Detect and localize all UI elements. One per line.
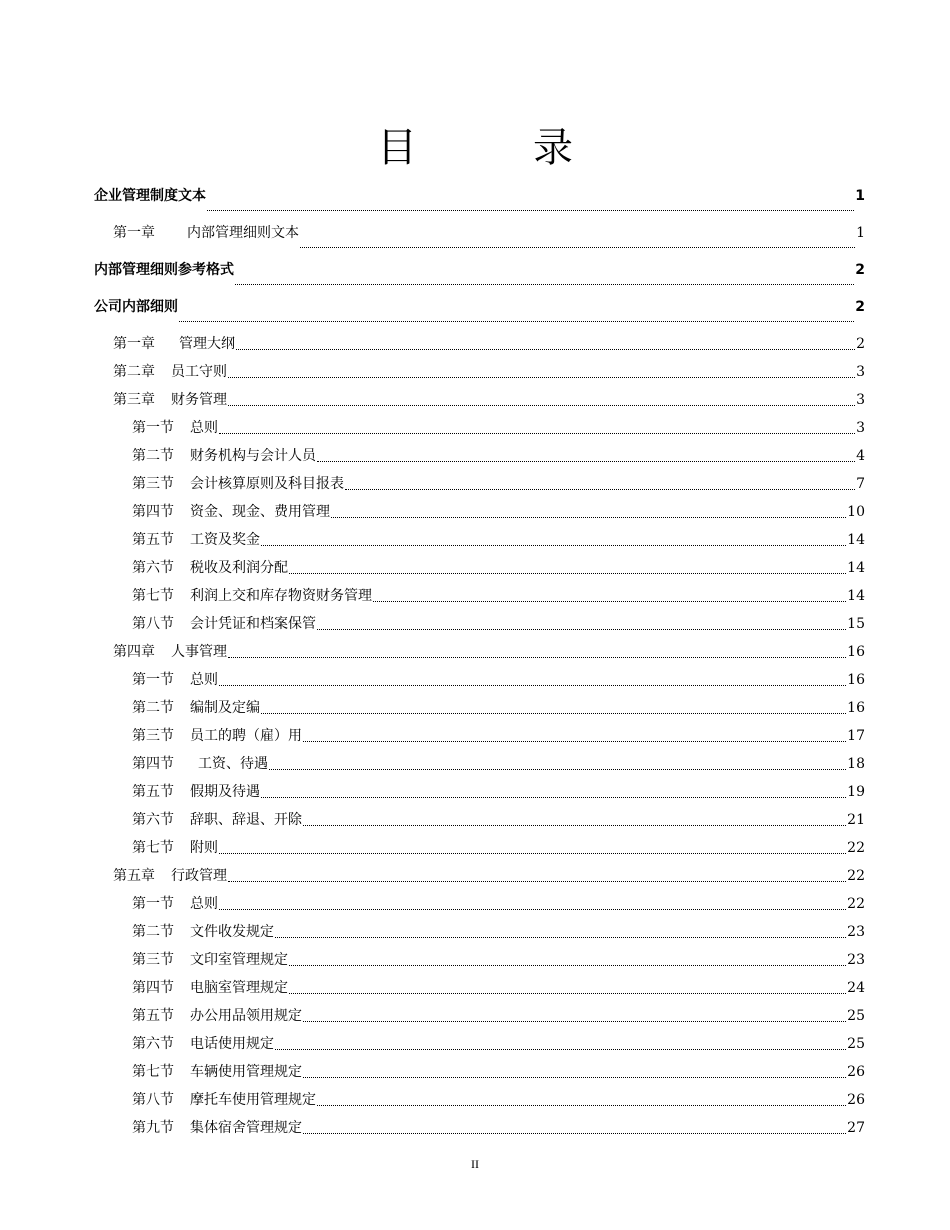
toc-entry[interactable] xyxy=(94,806,865,834)
toc-entry[interactable] xyxy=(94,666,865,694)
toc-entry-title: 总则 xyxy=(190,420,218,436)
dot-leader xyxy=(300,246,855,248)
toc-entry-number: 第五节 xyxy=(132,532,174,548)
toc-entry-page: 2 xyxy=(856,336,865,352)
toc-entry-title: 摩托车使用管理规定 xyxy=(190,1092,316,1108)
toc-entry-number: 第五节 xyxy=(132,784,174,800)
dot-leader xyxy=(275,1048,846,1050)
toc-entry-page: 16 xyxy=(847,644,865,660)
toc-entry-number: 第七节 xyxy=(132,1064,174,1080)
toc-entry-title: 总则 xyxy=(190,672,218,688)
toc-entry-number: 第四章 xyxy=(113,644,155,660)
toc-entry[interactable] xyxy=(94,1058,865,1086)
toc-entry-page: 22 xyxy=(847,840,865,856)
dot-leader xyxy=(235,283,854,285)
toc-entry-title: 工资及奖金 xyxy=(190,532,260,548)
toc-entry-title: 内部管理细则参考格式 xyxy=(94,262,234,278)
toc-entry-page: 18 xyxy=(847,756,865,772)
dot-leader xyxy=(207,209,854,211)
toc-entry-page: 4 xyxy=(856,448,865,464)
toc-entry-number: 第八节 xyxy=(132,616,174,632)
toc-entry-number: 第六节 xyxy=(132,812,174,828)
toc-entry-number: 第一章 xyxy=(113,225,155,241)
dot-leader xyxy=(236,348,855,350)
toc-entry-title: 办公用品领用规定 xyxy=(190,1008,302,1024)
toc-entry-page: 26 xyxy=(847,1092,865,1108)
page-number-footer: II xyxy=(471,1157,479,1171)
toc-entry-number: 第一节 xyxy=(132,896,174,912)
toc-entry-title: 总则 xyxy=(190,896,218,912)
toc-entry-title: 人事管理 xyxy=(171,644,227,660)
toc-entry-title: 工资、待遇 xyxy=(198,756,268,772)
dot-leader xyxy=(303,1132,846,1134)
dot-leader xyxy=(317,1104,846,1106)
toc-entry-title: 文件收发规定 xyxy=(190,924,274,940)
toc-entry-title: 税收及利润分配 xyxy=(190,560,288,576)
toc-entry-number: 第五节 xyxy=(132,1008,174,1024)
toc-entry-page: 24 xyxy=(847,980,865,996)
toc-entry-number: 第七节 xyxy=(132,840,174,856)
dot-leader xyxy=(303,740,846,742)
dot-leader xyxy=(345,488,855,490)
toc-entry-page: 22 xyxy=(847,868,865,884)
dot-leader xyxy=(228,404,855,406)
toc-entry-number: 第二节 xyxy=(132,924,174,940)
toc-entry-title: 集体宿舍管理规定 xyxy=(190,1120,302,1136)
dot-leader xyxy=(261,544,846,546)
toc-entry-page: 17 xyxy=(847,728,865,744)
toc-entry-title: 编制及定编 xyxy=(190,700,260,716)
toc-entry-number: 第三节 xyxy=(132,476,174,492)
toc-entry-title: 电话使用规定 xyxy=(190,1036,274,1052)
page-title: 目 录 xyxy=(377,125,611,171)
toc-entry-page: 14 xyxy=(847,588,865,604)
toc-entry-title: 会计凭证和档案保管 xyxy=(190,616,316,632)
toc-entry-title: 员工的聘（雇）用 xyxy=(190,728,302,744)
toc-entry[interactable] xyxy=(94,498,865,526)
toc-entry-title: 电脑室管理规定 xyxy=(190,980,288,996)
toc-entry-number: 第一节 xyxy=(132,420,174,436)
toc-entry-title: 附则 xyxy=(190,840,218,856)
toc-entry-page: 15 xyxy=(847,616,865,632)
toc-entry-number: 第二章 xyxy=(113,364,155,380)
toc-entry[interactable] xyxy=(94,694,865,722)
toc-entry-number: 第一节 xyxy=(132,672,174,688)
toc-entry-page: 22 xyxy=(847,896,865,912)
dot-leader xyxy=(228,880,846,882)
toc-entry[interactable] xyxy=(94,414,865,442)
toc-entry[interactable] xyxy=(94,219,865,256)
toc-entry[interactable] xyxy=(94,293,865,330)
dot-leader xyxy=(331,516,846,518)
toc-entry-title: 文印室管理规定 xyxy=(190,952,288,968)
dot-leader xyxy=(289,572,846,574)
toc-entry[interactable] xyxy=(94,386,865,414)
dot-leader xyxy=(289,964,846,966)
toc-entry[interactable] xyxy=(94,330,865,358)
toc-entry[interactable] xyxy=(94,1086,865,1114)
toc-entry-page: 25 xyxy=(847,1036,865,1052)
toc-entry-title: 财务管理 xyxy=(171,392,227,408)
toc-entry-page: 10 xyxy=(847,504,865,520)
toc-entry[interactable] xyxy=(94,974,865,1002)
toc-entry-title: 内部管理细则文本 xyxy=(187,225,299,241)
toc-entry[interactable] xyxy=(94,1030,865,1058)
dot-leader xyxy=(228,376,855,378)
toc-entry[interactable] xyxy=(94,470,865,498)
toc-entry-title: 企业管理制度文本 xyxy=(94,188,206,204)
toc-entry-title: 财务机构与会计人员 xyxy=(190,448,316,464)
toc-entry[interactable] xyxy=(94,442,865,470)
toc-entry-number: 第三节 xyxy=(132,952,174,968)
toc-entry-title: 利润上交和库存物资财务管理 xyxy=(190,588,372,604)
dot-leader xyxy=(275,936,846,938)
toc-entry[interactable] xyxy=(94,750,865,778)
toc-entry-page: 23 xyxy=(847,952,865,968)
toc-entry-title: 辞职、辞退、开除 xyxy=(190,812,302,828)
toc-entry-page: 1 xyxy=(856,225,865,241)
toc-entry-title: 公司内部细则 xyxy=(94,299,178,315)
dot-leader xyxy=(261,712,846,714)
toc-entry-number: 第六节 xyxy=(132,560,174,576)
dot-leader xyxy=(317,460,855,462)
dot-leader xyxy=(261,796,846,798)
dot-leader xyxy=(289,992,846,994)
toc-entry-number: 第四节 xyxy=(132,504,174,520)
toc-entry-page: 3 xyxy=(856,364,865,380)
toc-entry-page: 16 xyxy=(847,700,865,716)
toc-entry[interactable] xyxy=(94,1002,865,1030)
toc-entry[interactable] xyxy=(94,582,865,610)
toc-entry[interactable] xyxy=(94,778,865,806)
toc-entry-page: 21 xyxy=(847,812,865,828)
toc-entry[interactable] xyxy=(94,890,865,918)
dot-leader xyxy=(219,908,846,910)
toc-entry-page: 7 xyxy=(856,476,865,492)
toc-entry-number: 第八节 xyxy=(132,1092,174,1108)
toc-entry[interactable] xyxy=(94,358,865,386)
toc-entry-title: 车辆使用管理规定 xyxy=(190,1064,302,1080)
dot-leader xyxy=(303,1076,846,1078)
toc-entry-number: 第五章 xyxy=(113,868,155,884)
toc-entry-page: 1 xyxy=(855,188,865,204)
dot-leader xyxy=(373,600,846,602)
toc-entry[interactable] xyxy=(94,1114,865,1142)
dot-leader xyxy=(219,684,846,686)
toc-entry[interactable] xyxy=(94,526,865,554)
toc-entry-title: 管理大纲 xyxy=(179,336,235,352)
toc-entry-page: 14 xyxy=(847,532,865,548)
toc-entry-number: 第三节 xyxy=(132,728,174,744)
dot-leader xyxy=(219,432,855,434)
toc-entry-page: 3 xyxy=(856,420,865,436)
toc-entry-number: 第二节 xyxy=(132,700,174,716)
toc-entry-number: 第九节 xyxy=(132,1120,174,1136)
toc-entry[interactable] xyxy=(94,610,865,638)
toc-entry[interactable] xyxy=(94,256,865,293)
toc-entry-number: 第一章 xyxy=(113,336,155,352)
toc-entry[interactable] xyxy=(94,182,865,219)
toc-entry-number: 第四节 xyxy=(132,756,174,772)
toc-entry-page: 23 xyxy=(847,924,865,940)
toc-entry[interactable] xyxy=(94,946,865,974)
toc-entry-title: 会计核算原则及科目报表 xyxy=(190,476,344,492)
toc-entry-page: 16 xyxy=(847,672,865,688)
toc-entry[interactable] xyxy=(94,554,865,582)
toc-entry[interactable] xyxy=(94,638,865,666)
dot-leader xyxy=(269,768,846,770)
toc-entry[interactable] xyxy=(94,862,865,890)
dot-leader xyxy=(303,1020,846,1022)
toc-entry-number: 第四节 xyxy=(132,980,174,996)
toc-entry-page: 26 xyxy=(847,1064,865,1080)
toc-entry-page: 19 xyxy=(847,784,865,800)
toc-entry-number: 第三章 xyxy=(113,392,155,408)
dot-leader xyxy=(228,656,846,658)
table-of-contents xyxy=(94,182,865,1142)
dot-leader xyxy=(219,852,846,854)
dot-leader xyxy=(179,320,854,322)
toc-entry-title: 假期及待遇 xyxy=(190,784,260,800)
toc-entry-title: 员工守则 xyxy=(171,364,227,380)
toc-entry-title: 资金、现金、费用管理 xyxy=(190,504,330,520)
toc-entry-page: 27 xyxy=(847,1120,865,1136)
toc-entry-number: 第六节 xyxy=(132,1036,174,1052)
toc-entry-page: 25 xyxy=(847,1008,865,1024)
toc-entry-number: 第七节 xyxy=(132,588,174,604)
toc-entry-page: 3 xyxy=(856,392,865,408)
toc-entry-page: 2 xyxy=(855,299,865,315)
toc-entry-title: 行政管理 xyxy=(171,868,227,884)
dot-leader xyxy=(303,824,846,826)
toc-entry-number: 第二节 xyxy=(132,448,174,464)
toc-entry-page: 2 xyxy=(855,262,865,278)
dot-leader xyxy=(317,628,846,630)
toc-entry[interactable] xyxy=(94,834,865,862)
toc-entry[interactable] xyxy=(94,722,865,750)
toc-entry-page: 14 xyxy=(847,560,865,576)
toc-entry[interactable] xyxy=(94,918,865,946)
